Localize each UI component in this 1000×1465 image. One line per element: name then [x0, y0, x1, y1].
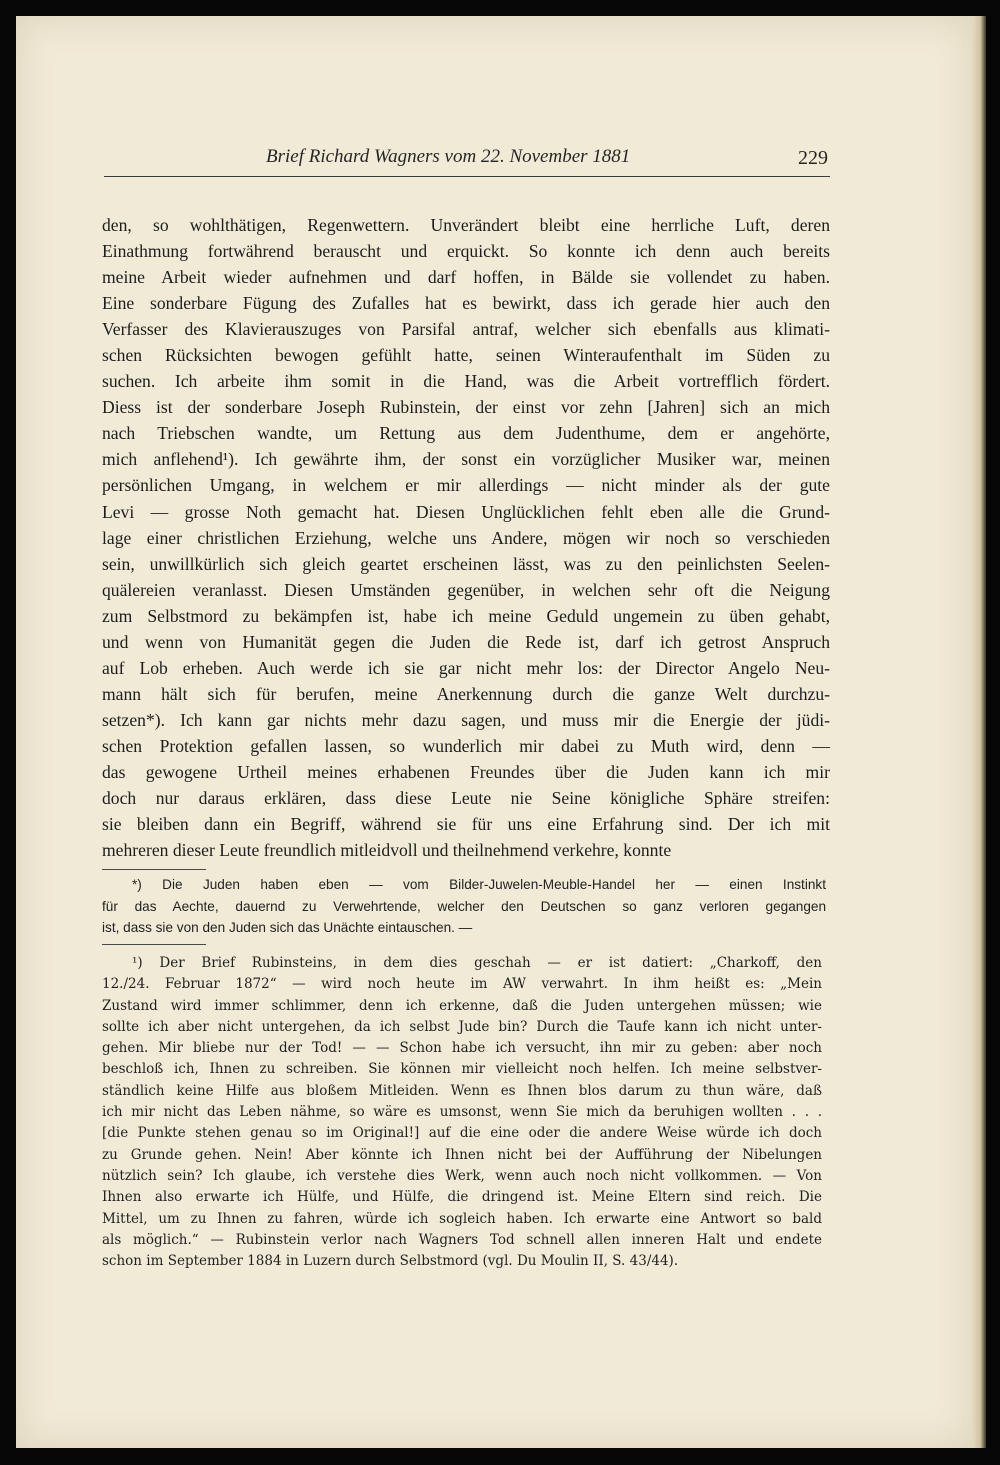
footnote-line: ständlich keine Hilfe aus bloßem Mitleiden. Wenn es Ihnen blos darum zu thun wäre, daß [102, 1082, 822, 1099]
text-line: den, so wohlthätigen, Regenwettern. Unverändert bleibt eine herrliche Luft, deren [102, 215, 830, 235]
text-line: zum Selbstmord zu bekämpfen ist, habe ich meine Geduld ungemein zu üben gehabt, [102, 605, 830, 626]
footnote-line: Ihnen also erwarte ich Hülfe, und Hülfe, die dringend ist. Meine Eltern sind reich. Die [102, 1189, 822, 1206]
footnote-line: Mittel, um zu Ihnen zu fahren, würde ich sogleich haben. Ich erwarte eine Antwort so bald [102, 1210, 822, 1227]
running-title: Brief Richard Wagners vom 22. November 1881 [266, 146, 631, 167]
text-line: mehreren dieser Leute freundlich mitleidvoll und theilnehmend verkehre, konnte [102, 840, 672, 861]
running-header [104, 144, 830, 177]
text-line: Diess ist der sonderbare Joseph Rubinstein, der einst vor zehn [Jahren] sich an mich [102, 397, 830, 418]
footnote-line: schon im September 1884 in Luzern durch Selbstmord (vgl. Du Moulin II, S. 43/44). [102, 1253, 679, 1270]
text-line: Levi — grosse Noth gemacht hat. Diesen Unglücklichen fehlt eben alle die Grund- [102, 501, 830, 522]
text-line: lage einer christlichen Erziehung, welche uns Andere, mögen wir noch so verschieden [102, 527, 830, 548]
text-line: sein, unwillkürlich sich gleich geartet erscheinen lässt, was zu den peinlichsten Seelen- [102, 553, 830, 574]
footnote-line: ¹) Der Brief Rubinsteins, in dem dies geschah — er ist datiert: „Charkoff, den [132, 955, 822, 971]
main-text [102, 212, 830, 863]
text-line: meine Arbeit wieder aufnehmen und darf hoffen, in Bälde sie vollendet zu haben. [102, 267, 830, 288]
text-line: auf Lob erheben. Auch werde ich sie gar nicht mehr los: der Director Angelo Neu- [102, 657, 830, 678]
text-line: nach Triebschen wandte, um Rettung aus dem Judenthume, dem er angehörte, [102, 423, 830, 444]
text-line: Eine sonderbare Fügung des Zufalles hat es bewirkt, dass ich gerade hier auch den [102, 293, 830, 314]
text-line: Verfasser des Klavierauszuges von Parsifal antraf, welcher sich ebenfalls aus klimati- [102, 319, 830, 340]
footnote-line: sollte ich aber nicht untergehen, da ich selbst Jude bin? Durch die Taufe kann ich nicht unter- [102, 1018, 822, 1035]
text-line: und wenn von Humanität gegen die Juden die Rede ist, darf ich getrost Anspruch [102, 631, 830, 652]
footnote-line: für das Aechte, dauernd zu Verwehrtende, welcher den Deutschen so ganz verloren gegangen [102, 898, 826, 914]
text-line: schen Rücksichten bewogen gefühlt hatte, seinen Winteraufenthalt im Süden zu [102, 345, 830, 366]
text-line: sie bleiben dann ein Begriff, während sie für uns eine Erfahrung sind. Der ich mit [102, 814, 830, 835]
text-line: doch nur daraus erklären, dass diese Leute nie Seine königliche Sphäre streifen: [102, 788, 830, 809]
footnote-rule-one [102, 944, 206, 945]
footnote-line: nützlich sein? Ich glaube, ich verstehe dies Werk, wenn auch noch nicht vollkommen. — Von [102, 1167, 822, 1184]
text-line: quälereien veranlasst. Diesen Umständen gegenüber, in welchen sehr oft die Neigung [102, 579, 830, 600]
footnote-line: gehen. Mir bliebe nur der Tod! — — Schon habe ich versucht, ihn mir zu geben: aber noch [102, 1040, 822, 1057]
footnote-line: Zustand wird immer schlimmer, denn ich erkenne, daß die Juden untergehen müssen; wie [102, 997, 822, 1014]
text-line: persönlichen Umgang, in welchem er mir allerdings — nicht minder als der gute [102, 475, 830, 496]
footnote-line: [die Punkte stehen genau so im Original!] auf die eine oder die andere Weise würde ich doch [102, 1125, 822, 1142]
footnote-line: ist, dass sie von den Juden sich das Unächte eintauschen. — [102, 920, 473, 935]
text-line: mann hält sich für berufen, meine Anerkennung durch die ganze Welt durchzu- [102, 683, 830, 704]
footnote-line: beschloß ich, Ihnen zu schreiben. Sie können mir vielleicht noch helfen. Ich meine selbstver- [102, 1061, 822, 1078]
footnote-star [102, 874, 826, 939]
text-line: schen Protektion gefallen lassen, so wunderlich mir dabei zu Muth wird, denn — [102, 735, 830, 756]
page-edge [972, 16, 986, 1448]
text-line: suchen. Ich arbeite ihm somit in die Hand, was die Arbeit vortrefflich fördert. [102, 371, 830, 392]
text-line: setzen*). Ich kann gar nichts mehr dazu sagen, und muss mir die Energie der jüdi- [102, 709, 830, 730]
text-line: das gewogene Urtheil meines erhabenen Freundes über die Juden kann ich mir [102, 761, 830, 782]
page-number: 229 [798, 147, 828, 169]
text-line: mich anflehend¹). Ich gewährte ihm, der sonst ein vorzüglicher Musiker war, meinen [102, 449, 830, 470]
footnote-line: 12./24. Februar 1872“ — wird noch heute im AW verwahrt. In ihm heißt es: „Mein [102, 976, 822, 993]
footnote-line: zu Grunde gehen. Nein! Aber könnte ich Ihnen nicht bei der Aufführung der Nibelungen [102, 1146, 822, 1163]
text-line: Einathmung fortwährend berauscht und erquickt. So konnte ich denn auch bereits [102, 241, 830, 262]
footnote-line: als möglich.“ — Rubinstein verlor nach Wagners Tod schnell allen inneren Halt und endete [102, 1231, 822, 1248]
footnote-rule-star [102, 869, 206, 870]
footnote-one [102, 953, 822, 1272]
footnote-line: *) Die Juden haben eben — vom Bilder-Juwelen-Meuble-Handel her — einen Instinkt [132, 877, 826, 892]
footnote-line: ich mir nicht das Leben nähme, so wäre es umsonst, wenn Sie mich da beruhigen wollten . . . [102, 1104, 822, 1121]
